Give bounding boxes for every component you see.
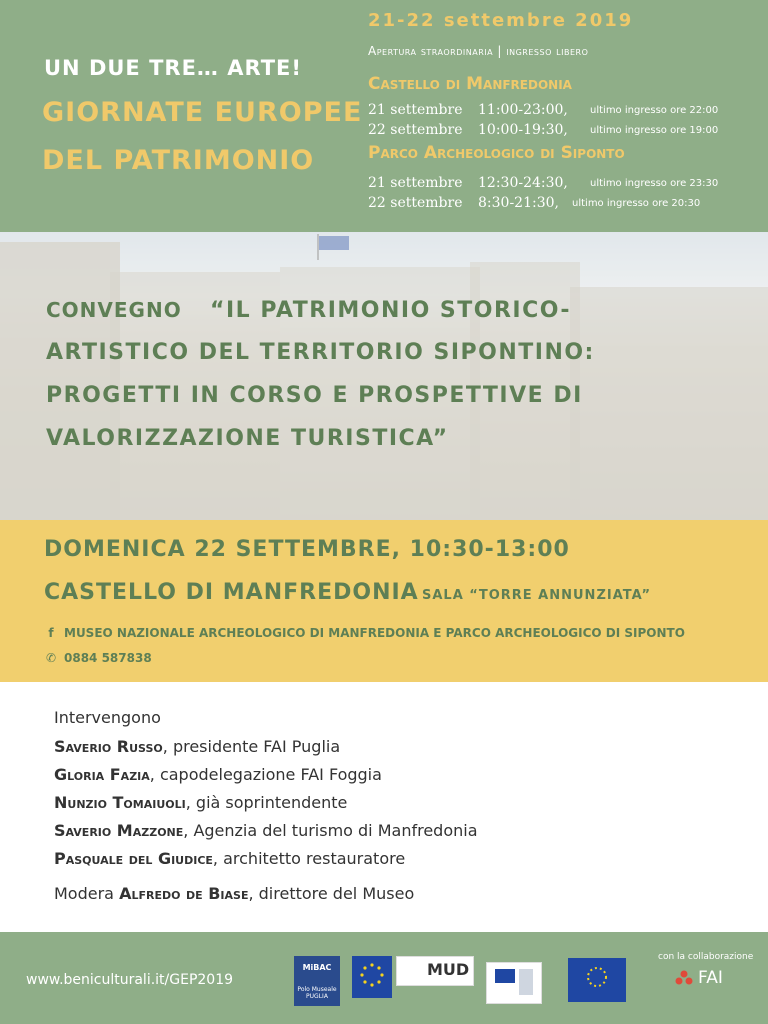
schedule-hours: 12:30-24:30, [478,175,568,191]
conference-title-line2: ARTISTICO DEL TERRITORIO SIPONTINO: [46,340,595,365]
speaker-role: , capodelegazione FAI Foggia [149,765,382,784]
website-link[interactable]: www.beniculturali.it/GEP2019 [26,972,234,988]
speaker-row [54,793,347,812]
conference-title-line3: PROGETTI IN CORSO E PROSPETTIVE DI [46,383,583,408]
collaboration-label: con la collaborazione [658,952,754,962]
moderator-name: Alfredo de Biase [119,884,249,903]
eu-flag-icon [487,963,541,1003]
speaker-name: Gloria Fazia [54,765,150,784]
schedule-note: ultimo ingresso ore 20:30 [572,198,701,209]
event-title-line2: DEL PATRIMONIO [42,145,315,176]
conference-title-line4: VALORIZZAZIONE TURISTICA” [46,426,449,451]
speaker-role: , già soprintendente [185,793,348,812]
castle-photo [0,232,768,520]
speaker-role: , architetto restauratore [212,849,406,868]
facebook-page-name: MUSEO NAZIONALE ARCHEOLOGICO DI MANFREDONIA E PARCO ARCHEOLOGICO DI SIPONTO [64,626,685,640]
speaker-name: Pasquale del Giudice [54,849,213,868]
speaker-name: Saverio Mazzone [54,821,184,840]
mud-logo [396,956,474,986]
facebook-row [44,626,685,640]
mud-logo-text: MUD [427,960,470,979]
speaker-name: Nunzio Tomaiuoli [54,793,186,812]
eu-stars-icon [353,957,391,997]
phone-row [44,651,152,665]
fai-logo-text: FAI [698,968,723,988]
speaker-role: , presidente FAI Puglia [162,737,341,756]
council-of-europe-logo [568,958,626,1002]
schedule-day: 22 settembre [368,122,463,138]
council-stars-icon [569,959,625,1001]
schedule-note: ultimo ingresso ore 19:00 [590,125,719,136]
speakers-intro: Intervengono [54,708,161,727]
venue-parco: Parco Archeologico di Siponto [368,143,625,163]
speaker-row [54,737,340,756]
speaker-row [54,849,405,868]
speaker-row [54,765,382,784]
event-room: SALA “TORRE ANNUNZIATA” [422,588,652,603]
schedule-hours: 8:30-21:30, [478,195,559,211]
european-heritage-days-logo [352,956,392,998]
phone-icon: ✆ [45,651,57,665]
convegno-label: CONVEGNO [46,298,182,322]
moderator-role: , direttore del Museo [248,884,415,903]
schedule-note: ultimo ingresso ore 23:30 [590,178,719,189]
schedule-hours: 10:00-19:30, [478,122,568,138]
polo-logo-text: Polo Museale PUGLIA [297,986,337,1000]
moderator-row [54,884,414,903]
speaker-role: , Agenzia del turismo di Manfredonia [183,821,478,840]
facebook-icon: f [48,626,54,640]
schedule-day: 21 settembre [368,102,463,118]
european-commission-logo [486,962,542,1004]
schedule-note: ultimo ingresso ore 22:00 [590,105,719,116]
schedule-day: 21 settembre [368,175,463,191]
event-date-time: DOMENICA 22 SETTEMBRE, 10:30-13:00 [44,537,570,562]
event-title-line1: GIORNATE EUROPEE [42,97,363,128]
phone-number: 0884 587838 [64,651,152,665]
event-dates: 21-22 settembre 2019 [368,10,634,31]
slogan-title: UN DUE TRE… ARTE! [44,56,302,80]
schedule-day: 22 settembre [368,195,463,211]
opening-note: Apertura straordinaria | ingresso libero [368,44,589,58]
mibac-logo-text: MiBAC [302,963,332,972]
fai-logo [674,968,730,990]
mibac-logo [294,956,340,1006]
conference-title-line1: “IL PATRIMONIO STORICO- [210,298,571,323]
speaker-row [54,821,478,840]
venue-castello: Castello di Manfredonia [368,74,572,94]
event-place: CASTELLO DI MANFREDONIA [44,580,419,605]
photo-overlay [0,232,768,520]
fai-flower-icon [674,969,694,989]
moderator-prefix: Modera [54,884,120,903]
schedule-hours: 11:00-23:00, [478,102,568,118]
speaker-name: Saverio Russo [54,737,163,756]
